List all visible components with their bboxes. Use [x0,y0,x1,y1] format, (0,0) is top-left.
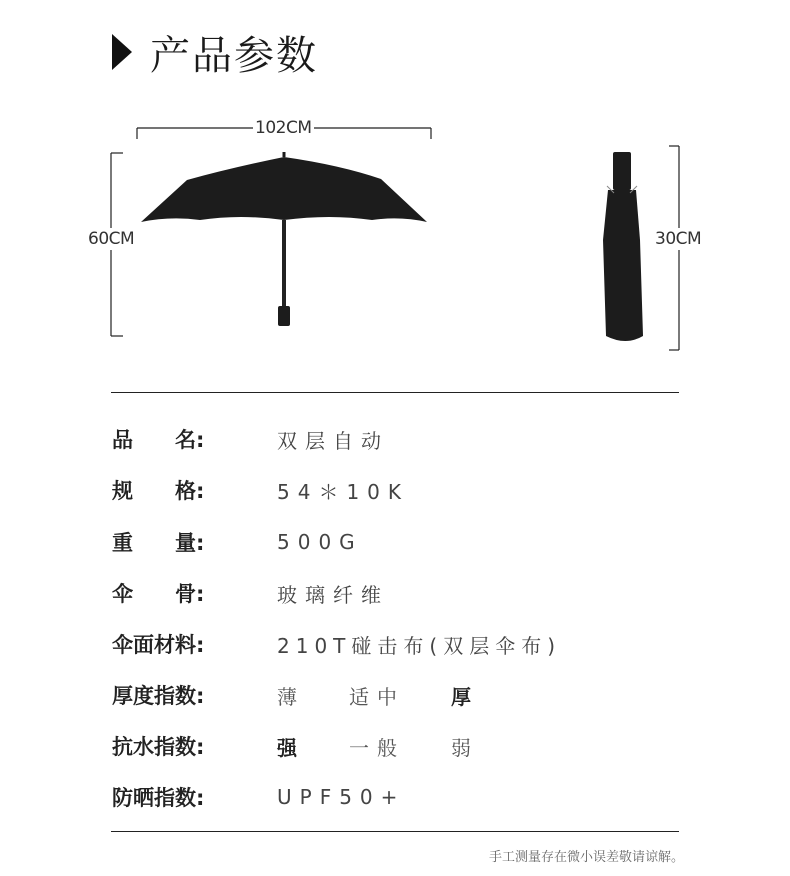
spec-label: 伞 骨: [112,582,205,606]
open-umbrella-icon [141,152,427,326]
spec-row-waterproof [112,731,479,761]
spec-row-fabric [112,629,561,659]
spec-value: 双层自动 [277,428,389,453]
option-strong-selected: 强 [277,735,305,760]
top-divider [111,392,679,393]
spec-label: 伞面材料: [112,633,205,657]
option-thin: 薄 [277,684,305,709]
spec-value: 54＊10K [277,479,410,504]
page-title: 产品参数 [150,32,318,79]
option-thick-selected: 厚 [451,684,479,709]
spec-value: 玻璃纤维 [277,582,389,607]
spec-label: 品 名: [112,428,205,452]
option-weak: 弱 [451,735,479,760]
spec-row-uv [112,782,405,812]
spec-row-weight [112,527,363,557]
option-normal: 一般 [349,735,405,760]
spec-label: 抗水指数: [112,735,205,759]
option-medium: 适中 [349,684,405,709]
bottom-divider [111,831,679,832]
spec-value: 210T碰击布(双层伞布) [277,633,561,658]
width-label: 102CM [255,118,312,138]
spec-label: 重 量: [112,531,205,555]
umbrella-dimension-figure [0,0,790,400]
spec-value: UPF50+ [277,785,406,809]
closed-umbrella-icon [603,152,643,341]
spec-value: 500G [277,530,363,554]
spec-label: 防晒指数: [112,786,205,810]
footnote: 手工测量存在微小误差敬请谅解。 [488,850,684,865]
spec-label: 厚度指数: [112,684,205,708]
spec-row-rib [112,578,389,608]
spec-row-thickness [112,680,479,710]
spec-row-name [112,424,389,454]
closed-length-label: 30CM [655,229,702,249]
spec-row-size [112,475,409,505]
open-height-label: 60CM [88,229,135,249]
spec-label: 规 格: [112,479,205,503]
